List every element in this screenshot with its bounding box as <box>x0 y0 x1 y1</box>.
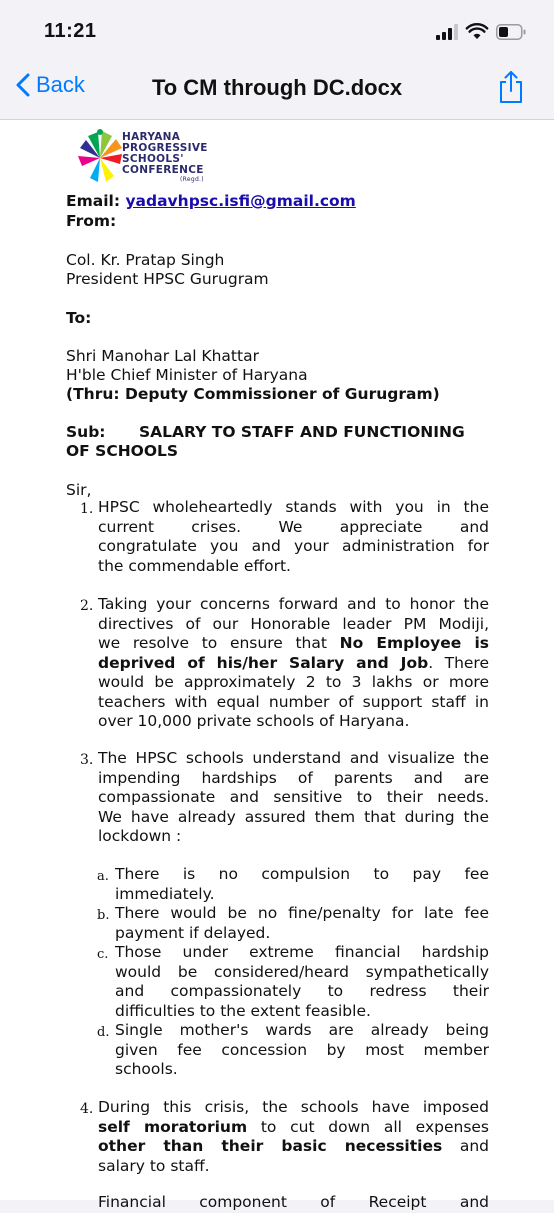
p3a-text <box>115 865 489 904</box>
logo-line-3: SCHOOLS' <box>122 153 184 165</box>
p3-line: impending hardships of parents and are <box>98 768 489 787</box>
p3-line: lockdown : <box>98 827 182 845</box>
status-time: 11:21 <box>44 20 97 42</box>
p2-line: teachers with equal number of support staff in <box>98 692 489 711</box>
cellular-signal-icon <box>436 24 458 40</box>
p3-line: We have already assured them that during the <box>98 807 489 826</box>
p3c-line: would be considered/heard sympathetically <box>115 962 489 981</box>
p4-line: other than their basic necessities and <box>98 1137 489 1155</box>
p2-line: deprived of his/her Salary and Job. There <box>98 653 489 672</box>
p3c-line: and compassionately to redress their <box>115 982 489 1000</box>
p1-line: the commendable effort. <box>98 556 291 575</box>
p2-text <box>98 595 489 732</box>
logo-line-5: (Regd.) <box>180 176 204 183</box>
p2-line: over 10,000 private schools of Haryana. <box>98 712 410 730</box>
p4-line: salary to staff. <box>98 1156 210 1175</box>
p3b-line: There would be no fine/penalty for late fee <box>115 904 489 922</box>
logo-line-2: PROGRESSIVE <box>122 142 208 154</box>
hpsc-logo-mark <box>76 128 124 190</box>
navigation-bar <box>0 60 554 120</box>
p1-number: 1. <box>80 501 94 517</box>
logo-line-1: HARYANA <box>122 131 181 143</box>
p3-text <box>98 749 489 847</box>
to-name: Shri Manohar Lal Khattar <box>66 347 259 365</box>
p1-text <box>98 498 489 576</box>
p5-line: Financial component of Receipt and <box>98 1193 489 1211</box>
p4-text <box>98 1098 489 1176</box>
share-icon <box>498 70 524 104</box>
p3c-line: Those under extreme financial hardship <box>115 943 489 961</box>
p3c-line: difficulties to the extent feasible. <box>115 1001 371 1020</box>
from-name: Col. Kr. Pratap Singh <box>66 251 225 269</box>
p5-partial-text <box>98 1193 489 1213</box>
p2-line: would be approximately 2 to 3 lakhs or more <box>98 673 489 691</box>
p3a-line: There is no compulsion to pay fee <box>115 865 489 883</box>
wifi-icon <box>466 24 488 40</box>
document-title: To CM through DC.docx <box>151 75 403 100</box>
p4-line: self moratorium to cut down all expenses <box>98 1117 490 1136</box>
email-label: Email: <box>66 192 121 210</box>
p2-line: Taking your concerns forward and to honor the <box>98 595 489 613</box>
p4-line: During this crisis, the schools have imposed <box>98 1098 489 1116</box>
logo-text <box>122 132 208 184</box>
logo-line-4: CONFERENCE <box>122 164 204 176</box>
p3b-label: b. <box>97 908 110 923</box>
subject-label: Sub: <box>66 423 106 441</box>
hpsc-logo <box>76 126 236 196</box>
salutation: Sir, <box>66 481 92 499</box>
status-icons <box>436 22 526 42</box>
p3d-label: d. <box>97 1025 110 1040</box>
subject-line-2: OF SCHOOLS <box>66 442 179 460</box>
p1-line: congratulate you and your administration for <box>98 537 489 555</box>
p3-number: 3. <box>80 752 94 768</box>
p3b-line: payment if delayed. <box>115 923 271 942</box>
to-label: To: <box>66 309 92 327</box>
p2-line: directives of our Honorable leader PM Modiji, <box>98 614 489 633</box>
p3-line: compassionate and sensitive to their needs. <box>98 788 489 806</box>
email-link[interactable]: yadavhpsc.isfi@gmail.com <box>125 192 356 210</box>
p3d-text <box>115 1021 489 1080</box>
p2-line: we resolve to ensure that No Employee is <box>98 634 489 652</box>
p3c-text <box>115 943 489 1021</box>
p3c-label: c. <box>97 947 109 962</box>
document-page[interactable] <box>0 120 554 1211</box>
p2-number: 2. <box>80 598 94 614</box>
p3a-label: a. <box>97 869 109 884</box>
thru-line: (Thru: Deputy Commissioner of Gurugram) <box>66 385 440 403</box>
status-bar <box>0 0 554 60</box>
email-row <box>66 192 356 212</box>
p4-number: 4. <box>80 1101 94 1117</box>
p1-line: HPSC wholeheartedly stands with you in the <box>98 498 489 516</box>
from-label: From: <box>66 212 117 230</box>
p3d-line: Single mother's wards are already being <box>115 1021 489 1039</box>
p3b-text <box>115 904 489 943</box>
p1-line: current crises. We appreciate and <box>98 517 489 536</box>
battery-icon <box>496 24 526 40</box>
back-label: Back <box>36 72 85 97</box>
share-button[interactable] <box>498 70 524 109</box>
from-title: President HPSC Gurugram <box>66 270 269 288</box>
subject-line-1: SALARY TO STAFF AND FUNCTIONING <box>139 423 465 441</box>
to-title: H'ble Chief Minister of Haryana <box>66 366 308 384</box>
p3d-line: given fee concession by most member <box>115 1040 489 1059</box>
p3d-line: schools. <box>115 1060 178 1078</box>
p3a-line: immediately. <box>115 884 215 903</box>
p3-line: The HPSC schools understand and visualize the <box>98 749 489 767</box>
